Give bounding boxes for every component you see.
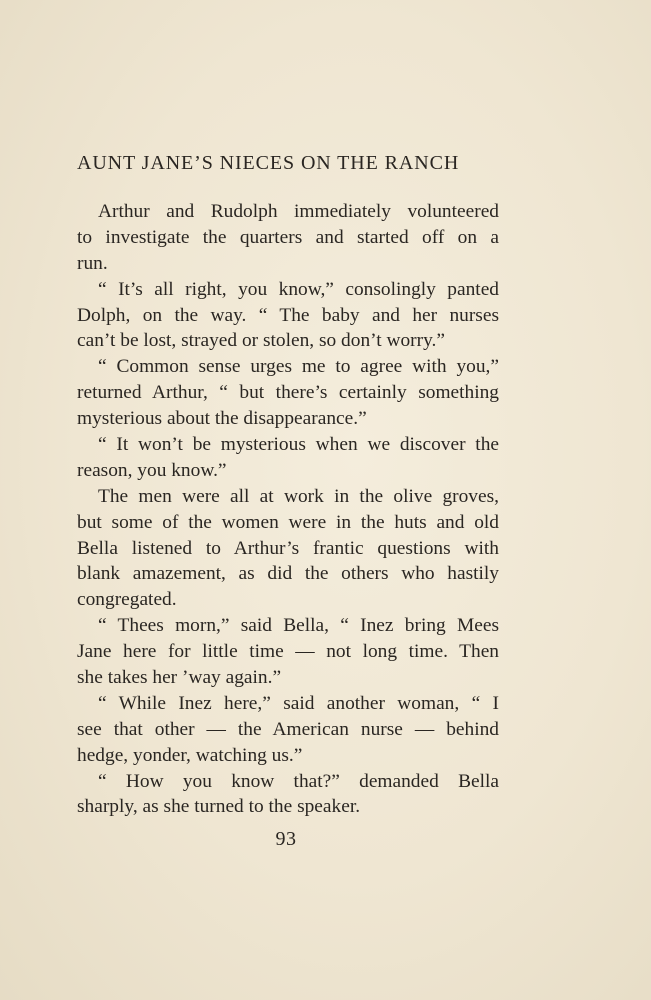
text-line: blank amazement, as did the others who hastily bbox=[77, 563, 499, 585]
text-line: see that other — the American nurse — behind bbox=[77, 718, 499, 740]
text-line: “ While Inez here,” said another woman, “ I bbox=[98, 692, 499, 714]
text-line: mysterious about the disappearance.” bbox=[77, 408, 367, 430]
text-line: Bella listened to Arthur’s frantic questions with bbox=[77, 537, 499, 559]
text-line: run. bbox=[77, 252, 108, 274]
text-line: “ How you know that?” demanded Bella bbox=[98, 770, 499, 792]
running-head: AUNT JANE’S NIECES ON THE RANCH bbox=[77, 152, 460, 174]
text-line: Jane here for little time — not long time. Then bbox=[77, 641, 499, 663]
text-line: can’t be lost, strayed or stolen, so don’t worry.” bbox=[77, 330, 445, 352]
text-line: hedge, yonder, watching us.” bbox=[77, 744, 303, 766]
page-number: 93 bbox=[275, 828, 297, 850]
text-line: returned Arthur, “ but there’s certainly something bbox=[77, 382, 499, 404]
text-line: but some of the women were in the huts and old bbox=[77, 511, 499, 533]
text-line: “ Thees morn,” said Bella, “ Inez bring Mees bbox=[98, 615, 499, 637]
text-line: congregated. bbox=[77, 589, 177, 611]
text-line: “ It won’t be mysterious when we discover the bbox=[98, 434, 499, 456]
text-line: reason, you know.” bbox=[77, 459, 227, 481]
text-line: The men were all at work in the olive groves, bbox=[98, 485, 499, 507]
text-line: Arthur and Rudolph immediately volunteered bbox=[98, 201, 499, 222]
text-line: “ Common sense urges me to agree with you,” bbox=[98, 356, 499, 378]
text-line: Dolph, on the way. “ The baby and her nurses bbox=[77, 304, 499, 326]
text-line: sharply, as she turned to the speaker. bbox=[77, 796, 361, 818]
text-line: to investigate the quarters and started off on a bbox=[77, 226, 499, 248]
body-text bbox=[77, 199, 499, 820]
text-line: she takes her ’way again.” bbox=[77, 667, 282, 689]
text-line: “ It’s all right, you know,” consolingly panted bbox=[98, 278, 499, 300]
